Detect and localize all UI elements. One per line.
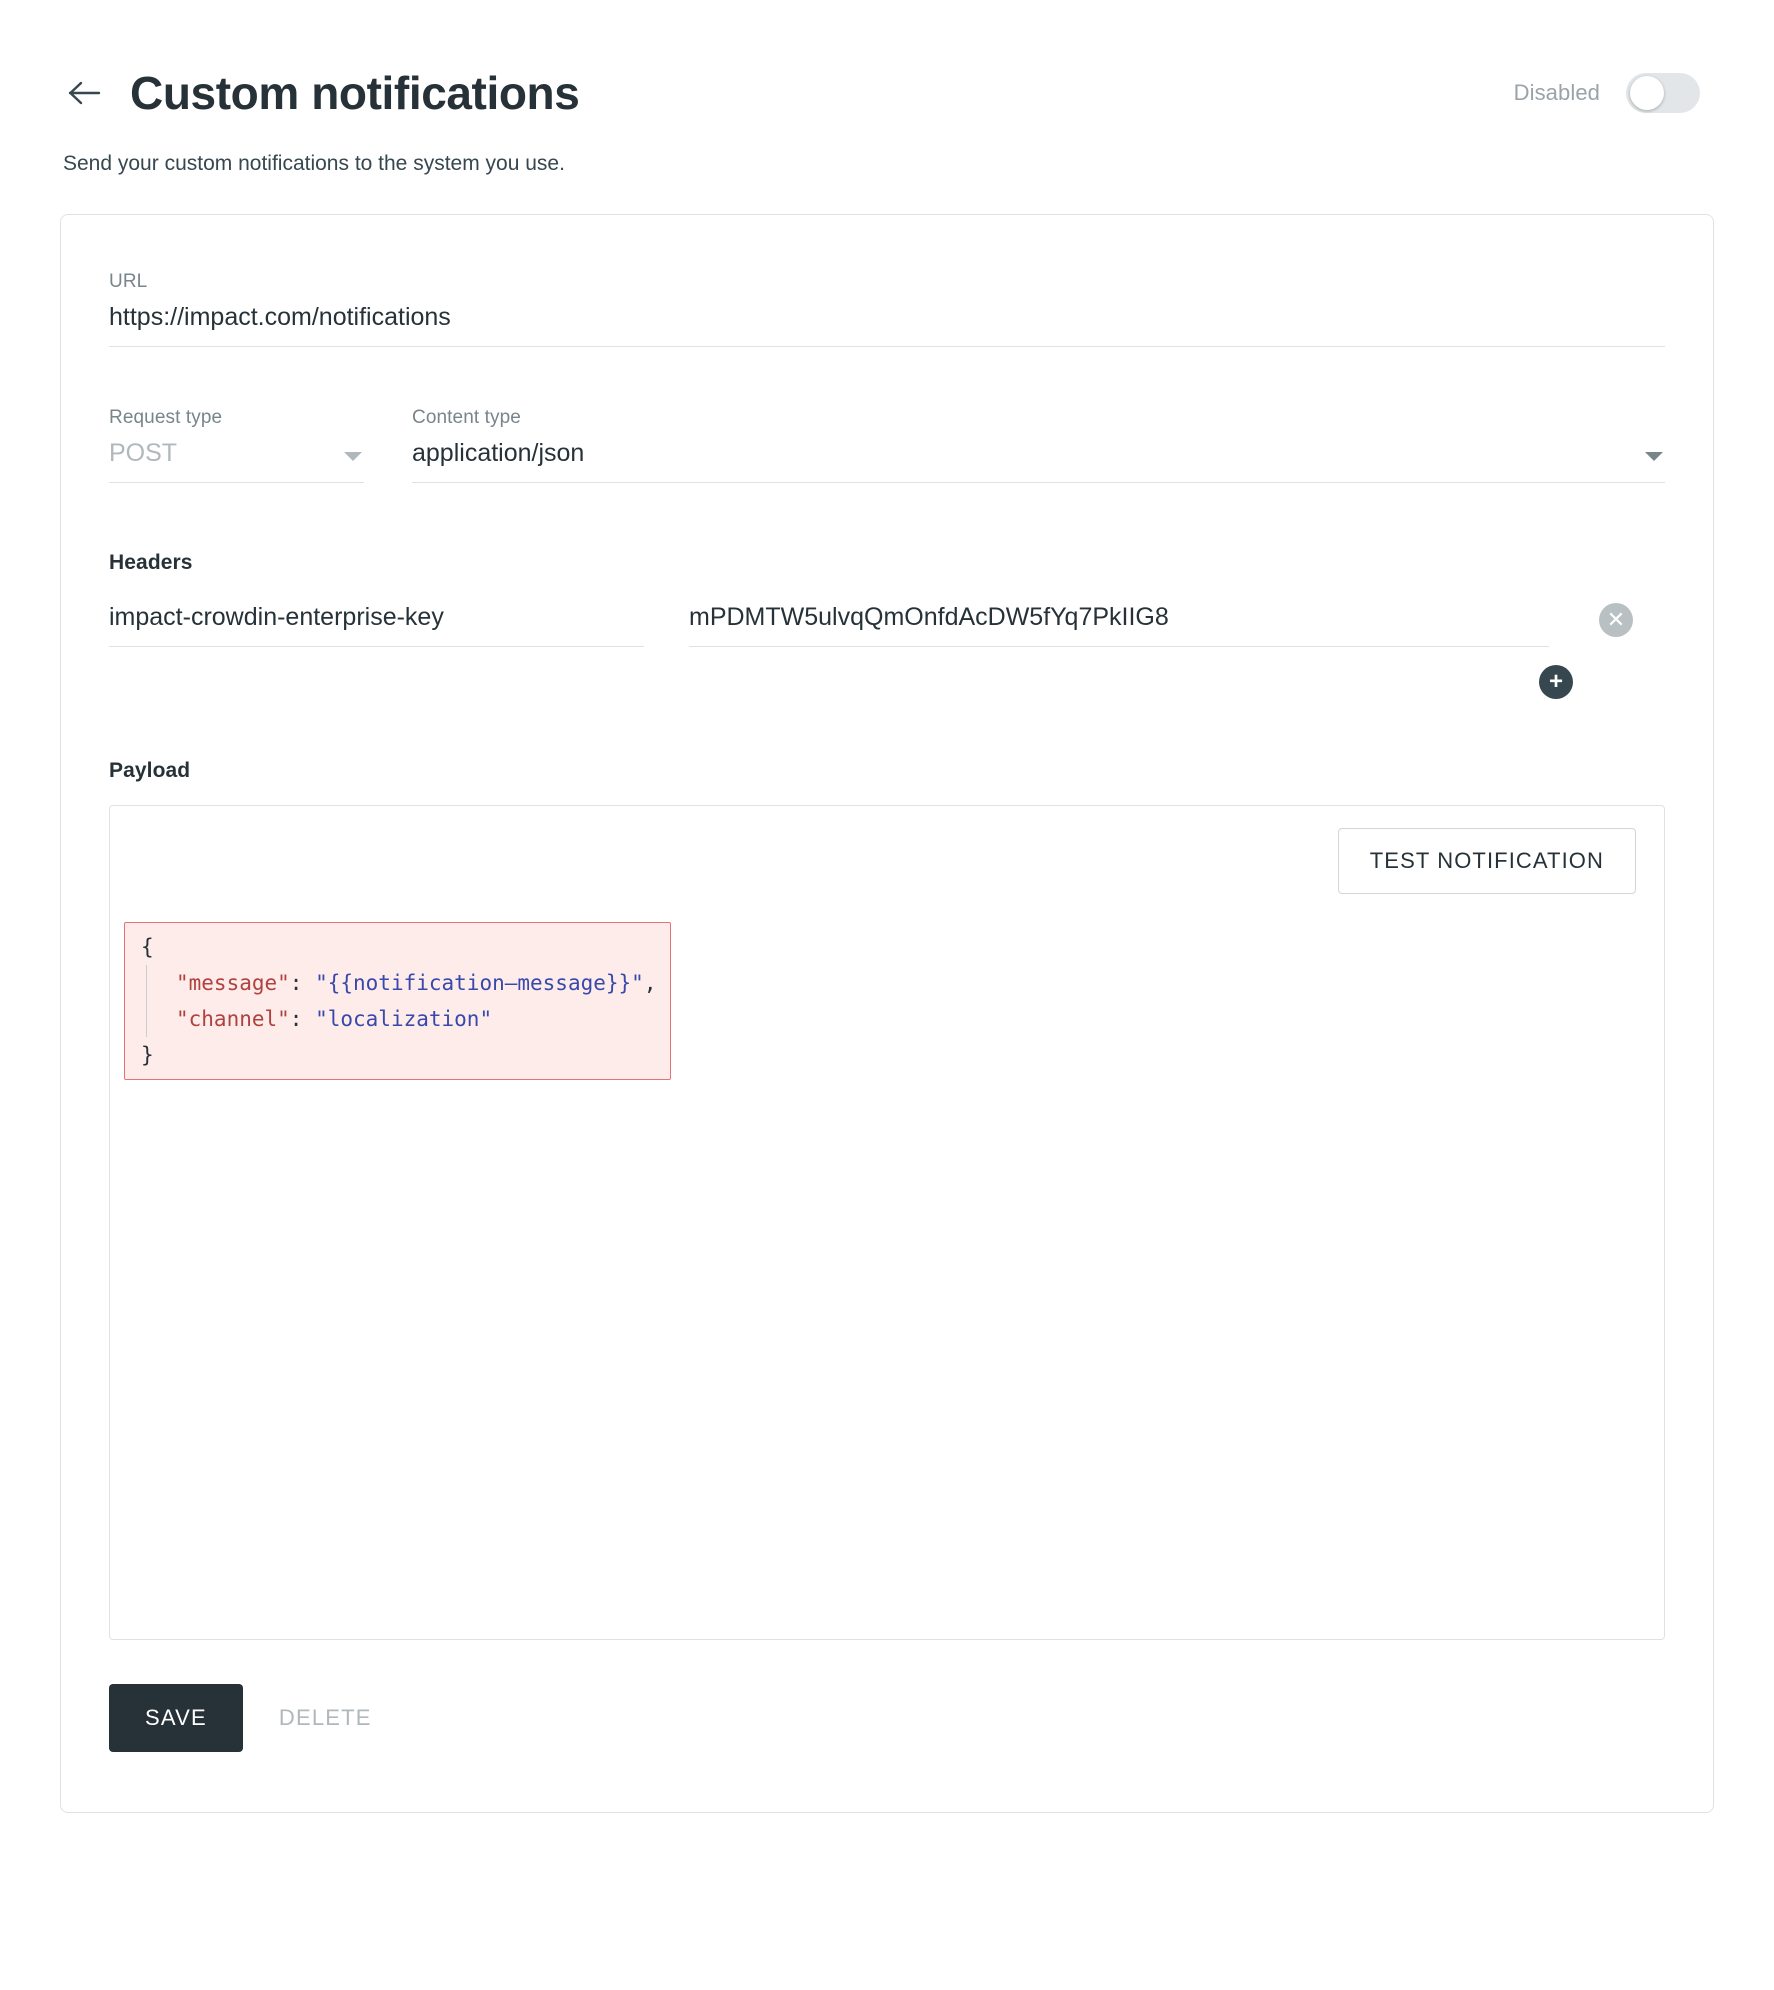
content-type-value: application/json xyxy=(412,429,1665,483)
code-line-4-text: } xyxy=(141,1043,154,1067)
remove-header-wrap xyxy=(1599,603,1633,637)
code-line-2-value: "{{notification—message}}" xyxy=(315,971,644,995)
toggle-knob xyxy=(1630,76,1664,110)
headers-label: Headers xyxy=(109,551,193,574)
content-type-group xyxy=(412,407,1665,483)
code-line-2-comma: , xyxy=(643,971,657,995)
add-circle-icon[interactable]: + xyxy=(1539,665,1573,699)
enable-toggle[interactable] xyxy=(1626,73,1700,113)
remove-circle-icon[interactable]: ✕ xyxy=(1599,603,1633,637)
header-value-input[interactable]: mPDMTW5ulvqQmOnfdAcDW5fYq7PkIIG8 xyxy=(689,593,1549,647)
chevron-down-icon xyxy=(344,452,362,461)
url-field-group xyxy=(109,215,1665,347)
code-line-1 xyxy=(141,929,656,965)
payload-toolbar xyxy=(110,806,1664,916)
code-line-3-key: "channel" xyxy=(176,1007,290,1031)
delete-button[interactable]: DELETE xyxy=(278,1705,372,1730)
arrow-left-icon[interactable] xyxy=(63,71,107,115)
request-type-value: POST xyxy=(109,429,364,483)
payload-code-area[interactable] xyxy=(110,916,1664,1639)
code-line-2-key: "message" xyxy=(176,971,290,995)
enable-toggle-label: Disabled xyxy=(1513,80,1600,105)
add-header-row xyxy=(109,665,1665,699)
code-line-4 xyxy=(141,1037,656,1073)
payload-editor[interactable] xyxy=(109,805,1665,1640)
request-type-label: Request type xyxy=(109,407,223,428)
content-type-label: Content type xyxy=(412,407,521,428)
test-notification-button[interactable]: TEST NOTIFICATION xyxy=(1338,828,1636,894)
code-line-3-value: "localization" xyxy=(315,1007,493,1031)
request-type-select[interactable] xyxy=(109,429,364,483)
header-key-group xyxy=(109,593,644,647)
code-line-2-colon: : xyxy=(289,971,316,995)
form-actions xyxy=(109,1684,1665,1752)
payload-error-highlight xyxy=(124,922,671,1080)
url-label: URL xyxy=(109,271,148,292)
url-input[interactable]: https://impact.com/notifications xyxy=(109,293,1665,347)
table-row xyxy=(109,593,1665,647)
payload-label: Payload xyxy=(109,759,191,782)
request-content-row xyxy=(109,407,1665,483)
page-header xyxy=(60,0,1714,130)
header-key-input[interactable]: impact-crowdin-enterprise-key xyxy=(109,593,644,647)
header-value-group xyxy=(689,593,1549,647)
page-subtitle: Send your custom notifications to the system you use. xyxy=(63,152,565,175)
code-line-3-colon: : xyxy=(289,1007,316,1031)
content-type-select[interactable] xyxy=(412,429,1665,483)
code-line-1-text: { xyxy=(141,935,154,959)
code-line-3 xyxy=(146,1001,656,1037)
save-button[interactable]: SAVE xyxy=(109,1684,243,1752)
code-line-2 xyxy=(146,965,656,1001)
request-type-group xyxy=(109,407,364,483)
notification-settings-card xyxy=(60,214,1714,1813)
page-title: Custom notifications xyxy=(130,66,580,119)
chevron-down-icon xyxy=(1645,452,1663,461)
